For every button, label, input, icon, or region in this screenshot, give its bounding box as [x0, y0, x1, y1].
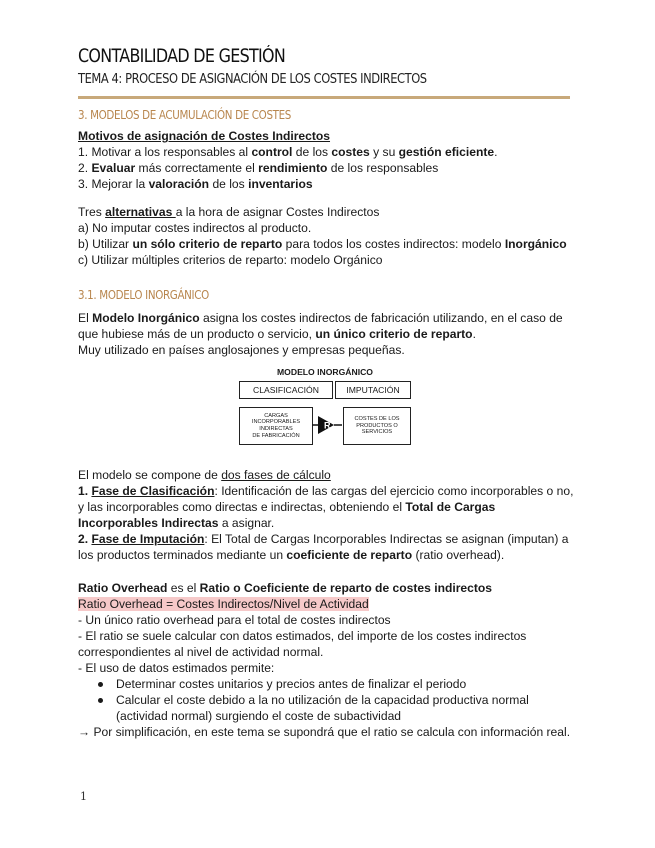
ratio-line-2: - El ratio se suele calcular con datos estimados, del importe de los costes indirectos — [78, 629, 527, 643]
bullet-item-2: Calcular el coste debido a la no utilización de la capacidad productiva normal — [96, 692, 576, 708]
inorganico-line-3: Muy utilizado en países anglosajones y empresas pequeñas. — [78, 343, 405, 357]
diagram-imputacion-header: IMPUTACIÓN — [335, 381, 411, 399]
page-number: 1 — [80, 790, 87, 803]
alternativa-c: c) Utilizar múltiples criterios de reparto: modelo Orgánico — [78, 253, 383, 267]
ratio-line-3: correspondientes al nivel de actividad normal. — [78, 645, 324, 659]
inorganico-line-2: que hubiese más de un producto o servicio, un único criterio de reparto. — [78, 327, 476, 341]
bullet-item-1: Determinar costes unitarios y precios antes de finalizar el periodo — [96, 676, 576, 692]
ratio-line-4: - El uso de datos estimados permite: — [78, 661, 275, 675]
ratio-formula: Ratio Overhead = Costes Indirectos/Nivel de Actividad — [78, 597, 369, 611]
fases-block — [78, 467, 583, 563]
final-note — [78, 724, 598, 740]
fase-1-line-1: 1. Fase de Clasificación: Identificación de las cargas del ejercicio como incorporables o no, — [78, 484, 574, 498]
motivos-block — [78, 128, 583, 192]
modelo-inorganico-diagram — [237, 367, 413, 446]
motivo-3: 3. Mejorar la valoración de los inventarios — [78, 177, 313, 191]
motivo-1: 1. Motivar a los responsables al control de los costes y su gestión eficiente. — [78, 145, 498, 159]
ratio-line-1: - Un único ratio overhead para el total de costes indirectos — [78, 613, 391, 627]
bullet-dot-icon — [98, 682, 103, 687]
diagram-arrow-label: R — [324, 420, 331, 431]
ratio-bullets — [96, 676, 576, 724]
diagram-cargas-box: CARGAS INCORPORABLES INDIRECTAS DE FABRICACIÓN — [239, 407, 313, 445]
alternativas-intro: Tres alternativas a la hora de asignar Costes Indirectos — [78, 205, 380, 219]
section-3-1-heading: 3.1. MODELO INORGÁNICO — [78, 288, 209, 302]
fase-2-line-1: 2. Fase de Imputación: El Total de Cargas Incorporables Indirectas se asignan (imputan) a — [78, 532, 569, 546]
bullet-item-2-cont: (actividad normal) surgiendo el coste de subactividad — [116, 709, 402, 723]
fase-2-line-2: los productos terminados mediante un coeficiente de reparto (ratio overhead). — [78, 548, 505, 562]
document-subtitle: TEMA 4: PROCESO DE ASIGNACIÓN DE LOS COSTES INDIRECTOS — [78, 71, 427, 87]
inorganico-paragraph — [78, 310, 583, 358]
fases-intro: El modelo se compone de dos fases de cálculo — [78, 468, 331, 482]
alternativas-block — [78, 204, 583, 268]
bullet-dot-icon — [98, 698, 103, 703]
alternativa-b: b) Utilizar un sólo criterio de reparto para todos los costes indirectos: modelo Inorgánico — [78, 237, 567, 251]
diagram-costes-box: COSTES DE LOS PRODUCTOS O SERVICIOS — [343, 407, 411, 445]
diagram-clasificacion-header: CLASIFICACIÓN — [239, 381, 333, 399]
diagram-title: MODELO INORGÁNICO — [277, 367, 373, 377]
motivos-title: Motivos de asignación de Costes Indirectos — [78, 129, 331, 143]
fase-1-line-3: Incorporables Indirectas a asignar. — [78, 516, 275, 530]
diagram-arrow-icon — [312, 413, 342, 437]
section-3-heading: 3. MODELOS DE ACUMULACIÓN DE COSTES — [78, 108, 292, 122]
fase-1-line-2: y las incorporables como directas e indirectas, obteniendo el Total de Cargas — [78, 500, 496, 514]
ratio-block — [78, 580, 583, 676]
document-title: CONTABILIDAD DE GESTIÓN — [78, 46, 286, 67]
alternativa-a: a) No imputar costes indirectos al producto. — [78, 221, 312, 235]
motivo-2: 2. Evaluar más correctamente el rendimiento de los responsables — [78, 161, 439, 175]
header-divider — [78, 96, 570, 99]
final-note-text: → Por simplificación, en este tema se supondrá que el ratio se calcula con información real. — [78, 725, 571, 739]
inorganico-line-1: El Modelo Inorgánico asigna los costes indirectos de fabricación utilizando, en el caso de — [78, 311, 563, 325]
ratio-title: Ratio Overhead es el Ratio o Coeficiente de reparto de costes indirectos — [78, 581, 493, 595]
